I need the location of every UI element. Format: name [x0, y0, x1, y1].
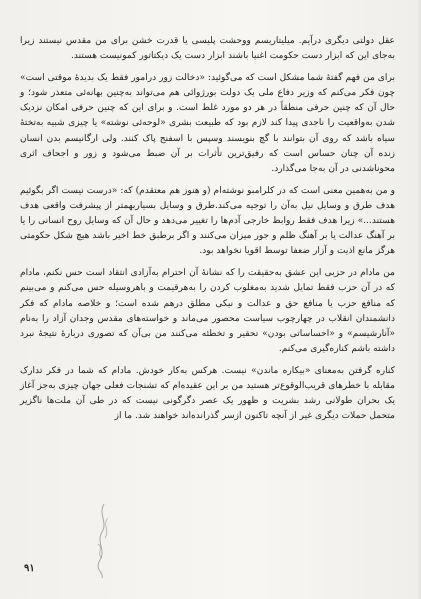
paragraph-3: و من به‌همین معنی است که در کلرامبو نوشته‌ام (و هنوز هم معتقدم) که: «درست نیست اگر بگوئیم هدف طرق و وسایل نیل به‌آن را توجیه می‌کند.طرق و وسایل بسیاربهمتر از پیشرفت واقعی هدف هستند...» زیرا هدف فقط روابط خارجی آدم‌ها را تغییر می‌دهد و حال آن که وسایل روح انسانی را یا بر آهنگ عدالت یا بر آهنگ ظلم و جور میزان می‌کنند و اگر برطبق خط اخیر باشد هیچ شکل حکومتی هرگز مانع اذیت و آزار ضعفا توسط اقویا نخواهد بود. — [20, 185, 395, 257]
page-edge-shadow — [417, 0, 421, 599]
paragraph-2: برای من فهم گفتهٔ شما مشکل است که می‌گوئید: «دخالت زور درامور فقط یک بدیدهٔ موقتی است» چون فکر می‌کنم که وزیر دفاع ملی یک دولت بورژوائی هم می‌تواند به‌چنین بهانه‌ئی متعذر شود؛ و حال آن که چنین حرفی منطقاً در هر دو مورد غلط است. و برای این که چنین حرفی امکان نزدیک شدن به‌واقعیت را ناجدی پیدا کند لازم بود که طبیعت بشری «لوحه‌ئی نوشته» یا چیزی شبیه به‌تختهٔ سیاه باشد که روی آن بتوانند با گچ بنویسند وسپس با اسفنج پاک کنند. ولی ارگانیسم بدن انسان زنده آن چنان حساس است که رفیق‌ترین تأثرات بر آن ضبط می‌شود و زور و اجحاف اثری محوناشدنی در آن به‌جا می‌گذارد. — [20, 73, 395, 174]
body-text — [20, 34, 395, 424]
page-number: ۹۱ — [24, 563, 35, 574]
paragraph-5: کناره گرفتن به‌معنای «بیکاره ماندن» نیست. هرکس به‌کار خودش. مادام که شما در فکر تدارک مقابله با خطرهای قریب‌الوقوع‌تر هستید من بر این عقیده‌ام که تشنجات فعلی جهان چیزی به‌جز آغاز یک بحران طولانی رشد بشریت و ظهور یک عصر دگرگونی نیست که در طی آن ملت‌ها ناگزیر متحمل حملات دیگری غیر از آنچه تاکنون ازسر گذرانده‌اند خواهند شد. ما از — [20, 365, 395, 422]
paragraph-1: عقل دولتی دیگری درآیم. میلیتاریسم ووحشت پلیسی یا قدرت خشن برای من مقدس نیستند زیرا به‌جای این که ابزار دست حکومت اغنیا باشند ابزار دست یک دیکتاتور کمونیست هستند. — [20, 36, 395, 62]
paragraph-4: من مادام در حزبی این عشق به‌حقیقت را که نشانهٔ آن احترام به‌آزادی انتقاد است حس نکنم، مادام که در آن حزب فقط تمایل شدید به‌مغلوب کردن را به‌هرقیمت و باهروسیله حس می‌کنم و می‌بینم که منافع حزب یا منافع حق و عدالت و نیکی مطلق درهم شده است؛ و خلاصه مادام که فکر دانشمندان انقلاب در چهارچوب سیاست محصور می‌ماند و خواسته‌های مقدس وجدان آزاد را به‌نام «آنارشیسم» و «احساساتی بودن» تحقیر و تخطئه می‌کنند من بی‌آن که تصوری دربارهٔ نتیجهٔ نبرد داشته باشم کناره‌گیری می‌کنم. — [20, 268, 395, 354]
handwritten-annotation — [88, 500, 118, 580]
